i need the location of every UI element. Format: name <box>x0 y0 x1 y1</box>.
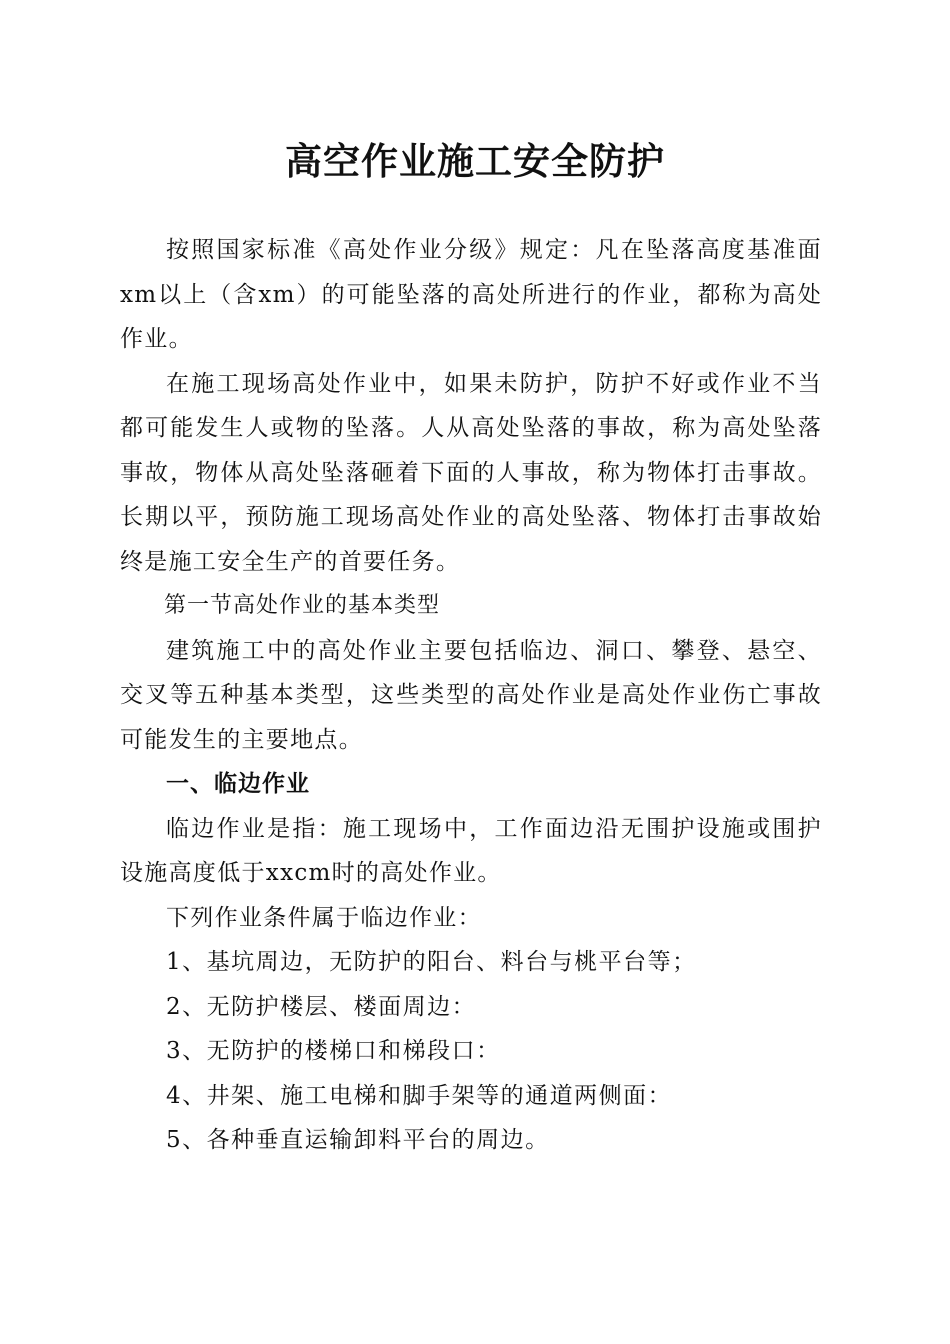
list-item: 2、无防护楼层、楼面周边： <box>166 993 477 1020</box>
paragraph-types: 建筑施工中的高处作业主要包括临边、洞口、攀登、悬空、交叉等五种基本类型，这些类型的高处作业是高处作业伤亡事故可能发生的主要地点。 <box>120 637 822 753</box>
list-item: 4、井架、施工电梯和脚手架等的通道两侧面： <box>166 1082 673 1109</box>
subheading-edge-work: 一、临边作业 <box>166 771 310 797</box>
list-item: 3、无防护的楼梯口和梯段口： <box>166 1038 501 1064</box>
document-title: 高空作业施工安全防护 <box>285 139 665 183</box>
list-item: 5、各种垂直运输卸料平台的周边。 <box>166 1127 550 1153</box>
paragraph-edge-definition: 临边作业是指：施工现场中，工作面边沿无围护设施或围护设施高度低于xxcm时的高处作业。 <box>120 815 822 886</box>
paragraph-accidents: 在施工现场高处作业中，如果未防护，防护不好或作业不当都可能发生人或物的坠落。人从高处坠落的事故，称为高处坠落事故，物体从高处坠落砸着下面的人事故，称为物体打击事故。长期以平，预防施工现场高处作业的高处坠落、物体打击事故始终是施工安全生产的首要任务。 <box>120 370 822 575</box>
section-heading: 第一节高处作业的基本类型 <box>164 593 441 618</box>
paragraph-list-intro: 下列作业条件属于临边作业： <box>166 904 482 931</box>
list-item: 1、基坑周边，无防护的阳台、料台与桃平台等； <box>166 949 697 975</box>
document-body <box>120 228 822 1163</box>
paragraph-definition: 按照国家标准《高处作业分级》规定：凡在坠落高度基准面xm以上（含xm）的可能坠落的高处所进行的作业，都称为高处作业。 <box>120 237 822 352</box>
